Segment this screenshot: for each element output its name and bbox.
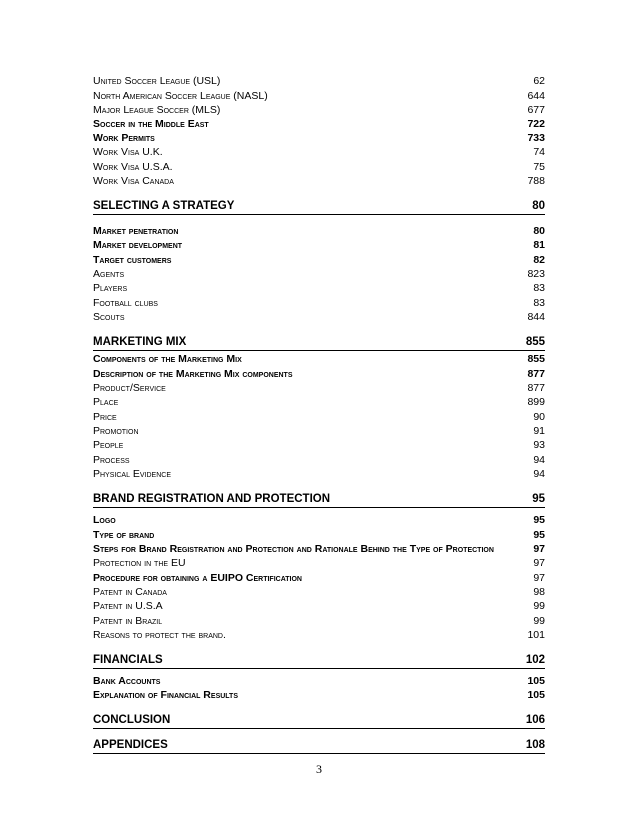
toc-entry[interactable]	[93, 438, 545, 452]
toc-entry-title: Product/Service	[93, 382, 166, 394]
toc-entry[interactable]	[93, 160, 545, 174]
toc-entry[interactable]	[93, 296, 545, 310]
toc-entry[interactable]	[93, 224, 545, 238]
toc-entry[interactable]	[93, 310, 545, 324]
toc-entry-page: 97	[533, 557, 545, 569]
toc-entry-title: CONCLUSION	[93, 714, 171, 726]
toc-entry[interactable]	[93, 103, 545, 117]
toc-entry-title: Place	[93, 396, 119, 408]
toc-entry-page: 101	[527, 629, 545, 641]
toc-entry-title: Players	[93, 282, 128, 294]
toc-entry-title: FINANCIALS	[93, 654, 163, 666]
toc-entry-title: Market development	[93, 239, 183, 251]
toc-entry-title: Price	[93, 411, 117, 423]
toc-entry-page: 105	[527, 675, 545, 687]
toc-entry-page: 75	[533, 161, 545, 173]
toc-entry-page: 83	[533, 297, 545, 309]
toc-entry-page: 788	[527, 175, 545, 187]
toc-entry-title: Target customers	[93, 254, 172, 266]
toc-entry-page: 93	[533, 439, 545, 451]
toc-entry[interactable]	[93, 453, 545, 467]
toc-entry-page: 62	[533, 75, 545, 87]
toc-entry-page: 855	[525, 336, 545, 348]
toc-entry-title: Type of brand	[93, 529, 155, 541]
toc-entry[interactable]	[93, 253, 545, 267]
toc-entry-title: Patent in Brazil	[93, 615, 163, 627]
toc-entry-title: People	[93, 439, 124, 451]
toc-section-heading[interactable]	[93, 653, 545, 669]
toc-entry-page: 899	[527, 396, 545, 408]
toc-entry-title: Scouts	[93, 311, 125, 323]
toc-section-heading[interactable]	[93, 713, 545, 729]
toc-entry[interactable]	[93, 74, 545, 88]
page-number: 3	[316, 762, 322, 776]
toc-entry-page: 94	[533, 468, 545, 480]
toc-entry[interactable]	[93, 467, 545, 481]
toc-entry-title: BRAND REGISTRATION AND PROTECTION	[93, 493, 331, 505]
toc-entry[interactable]	[93, 267, 545, 281]
toc-entry-title: Patent in U.S.A	[93, 600, 163, 612]
toc-entry-page: 855	[527, 353, 545, 365]
toc-entry-title: Physical Evidence	[93, 468, 171, 480]
toc-section-heading[interactable]	[93, 492, 545, 508]
toc-entry-page: 877	[527, 382, 545, 394]
toc-entry-page: 80	[533, 225, 545, 237]
toc-entry-title: Logo	[93, 514, 116, 526]
toc-entry-title: Steps for Brand Registration and Protection and Rationale Behind the Type of Protection	[93, 543, 494, 555]
toc-entry[interactable]	[93, 410, 545, 424]
toc-entry-title: North American Soccer League (NASL)	[93, 90, 268, 102]
toc-entry-title: Work Permits	[93, 132, 155, 144]
toc-entry[interactable]	[93, 599, 545, 613]
toc-entry-page: 877	[527, 368, 545, 380]
toc-entry[interactable]	[93, 117, 545, 131]
toc-entry[interactable]	[93, 628, 545, 642]
toc-entry-title: Protection in the EU	[93, 557, 186, 569]
toc-entry-title: Bank Accounts	[93, 675, 161, 687]
toc-entry-page: 95	[533, 529, 545, 541]
toc-entry[interactable]	[93, 688, 545, 702]
toc-entry[interactable]	[93, 585, 545, 599]
toc-entry[interactable]	[93, 513, 545, 527]
toc-entry[interactable]	[93, 571, 545, 585]
toc-entry[interactable]	[93, 542, 545, 556]
toc-entry-title: SELECTING A STRATEGY	[93, 200, 235, 212]
toc-entry-page: 722	[527, 118, 545, 130]
toc-entry-page: 90	[533, 411, 545, 423]
toc-entry[interactable]	[93, 145, 545, 159]
toc-entry-page: 106	[525, 714, 545, 726]
toc-entry-title: Soccer in the Middle East	[93, 118, 209, 130]
toc-entry-title: Components of the Marketing Mix	[93, 353, 242, 365]
toc-entry-page: 102	[525, 654, 545, 666]
toc-entry-page: 83	[533, 282, 545, 294]
toc-entry-title: Football clubs	[93, 297, 158, 309]
toc-section-heading[interactable]	[93, 199, 545, 215]
toc-entry-page: 677	[527, 104, 545, 116]
toc-entry-title: Patent in Canada	[93, 586, 167, 598]
toc-entry-page: 94	[533, 454, 545, 466]
toc-entry-title: Description of the Marketing Mix components	[93, 368, 293, 380]
toc-entry-page: 733	[527, 132, 545, 144]
toc-entry-title: Work Visa U.S.A.	[93, 161, 173, 173]
toc-section-heading[interactable]	[93, 335, 545, 351]
toc-entry-title: Promotion	[93, 425, 139, 437]
toc-entry-title: MARKETING MIX	[93, 336, 187, 348]
toc-entry[interactable]	[93, 614, 545, 628]
toc-entry[interactable]	[93, 367, 545, 381]
toc-entry-title: Reasons to protect the brand.	[93, 629, 226, 641]
toc-entry[interactable]	[93, 238, 545, 252]
toc-entry-page: 74	[533, 146, 545, 158]
toc-entry[interactable]	[93, 381, 545, 395]
toc-entry-title: Major League Soccer (MLS)	[93, 104, 221, 116]
toc-entry[interactable]	[93, 424, 545, 438]
toc-entry-page: 95	[532, 493, 545, 505]
toc-entry-page: 105	[527, 689, 545, 701]
toc-entry-page: 91	[533, 425, 545, 437]
toc-entry-page: 97	[533, 572, 545, 584]
toc-entry[interactable]	[93, 528, 545, 542]
toc-entry[interactable]	[93, 174, 545, 188]
toc-entry[interactable]	[93, 131, 545, 145]
toc-entry-title: APPENDICES	[93, 739, 168, 751]
toc-entry-title: Agents	[93, 268, 125, 280]
toc-section-heading[interactable]	[93, 738, 545, 754]
toc-entry-page: 844	[527, 311, 545, 323]
toc-entry-page: 97	[533, 543, 545, 555]
toc-entry-title: Procedure for obtaining a EUIPO Certification	[93, 572, 302, 584]
toc-entry-title: Work Visa U.K.	[93, 146, 163, 158]
toc-entry-page: 82	[533, 254, 545, 266]
toc-entry[interactable]	[93, 89, 545, 103]
toc-entry-title: Explanation of Financial Results	[93, 689, 238, 701]
toc-entry-page: 80	[532, 200, 545, 212]
toc-entry[interactable]	[93, 556, 545, 570]
toc-entry-page: 95	[533, 514, 545, 526]
toc-entry[interactable]	[93, 281, 545, 295]
toc-entry-page: 108	[525, 739, 545, 751]
toc-entry-title: Work Visa Canada	[93, 175, 174, 187]
toc-entry[interactable]	[93, 352, 545, 366]
toc-entry-title: Market penetration	[93, 225, 179, 237]
toc-entry-page: 644	[527, 90, 545, 102]
toc-entry-title: Process	[93, 454, 130, 466]
toc-entry-page: 99	[533, 600, 545, 612]
toc-entry-title: United Soccer League (USL)	[93, 75, 221, 87]
toc-entry[interactable]	[93, 395, 545, 409]
toc-entry-page: 823	[527, 268, 545, 280]
toc-entry-page: 81	[533, 239, 545, 251]
toc-entry[interactable]	[93, 674, 545, 688]
toc-entry-page: 99	[533, 615, 545, 627]
toc-entry-page: 98	[533, 586, 545, 598]
